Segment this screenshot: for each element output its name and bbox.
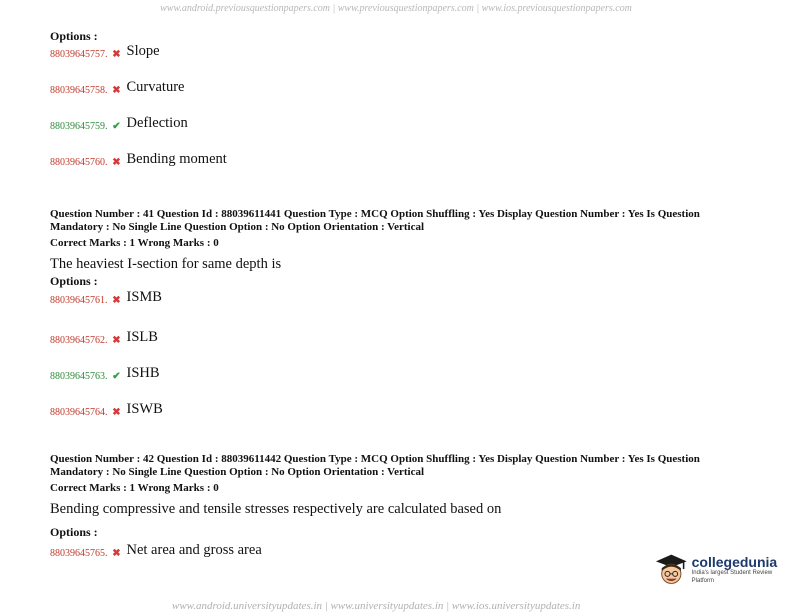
option-id: 88039645764. — [50, 407, 108, 418]
logo-tagline: India's largest Student Review Platform — [691, 570, 773, 584]
option-row — [50, 401, 163, 421]
options-label: Options : — [50, 29, 98, 43]
question-41-text: The heaviest I-section for same depth is — [50, 256, 282, 272]
option-id: 88039645763. — [50, 371, 108, 382]
question-header-line: Question Number : 42 Question Id : 88039611442 Question Type : MCQ Option Shuffling : Yes Display Question Number : Yes Is Question — [50, 453, 700, 465]
option-row — [50, 542, 262, 562]
question-41-header — [50, 208, 750, 250]
option-text: Bending moment — [126, 151, 227, 167]
options-label: Options : — [50, 525, 98, 539]
options-label: Options : — [50, 274, 98, 288]
option-text: Curvature — [126, 79, 185, 95]
option-row — [50, 365, 160, 385]
question-marks: Correct Marks : 1 Wrong Marks : 0 — [50, 482, 219, 494]
option-row — [50, 151, 227, 171]
question-header-line: Mandatory : No Single Line Question Option : No Option Orientation : Vertical — [50, 466, 425, 478]
option-row — [50, 329, 158, 349]
option-id: 88039645758. — [50, 85, 108, 96]
option-text: ISLB — [126, 329, 158, 345]
cross-icon: ✖ — [112, 85, 121, 96]
question-header-line: Question Number : 41 Question Id : 88039611441 Question Type : MCQ Option Shuffling : Yes Display Question Number : Yes Is Question — [50, 208, 700, 220]
question-42-header — [50, 453, 750, 495]
option-text: Net area and gross area — [126, 542, 262, 558]
option-id: 88039645765. — [50, 548, 108, 559]
option-row — [50, 115, 188, 135]
logo-name: collegedunia — [691, 554, 778, 570]
option-text: ISWB — [126, 401, 163, 417]
option-id: 88039645761. — [50, 295, 108, 306]
question-marks: Correct Marks : 1 Wrong Marks : 0 — [50, 237, 219, 249]
option-row — [50, 289, 162, 309]
question-header-line: Mandatory : No Single Line Question Option : No Option Orientation : Vertical — [50, 221, 425, 233]
option-text: Deflection — [126, 115, 188, 131]
watermark-top: www.android.previousquestionpapers.com | www.previousquestionpapers.com | www.ios.previousquestionpapers.com — [160, 3, 632, 14]
question-42-text: Bending compressive and tensile stresses respectively are calculated based on — [50, 501, 502, 517]
option-id: 88039645759. — [50, 121, 108, 132]
option-id: 88039645760. — [50, 157, 108, 168]
option-text: ISHB — [126, 365, 160, 381]
cross-icon: ✖ — [112, 49, 121, 60]
option-id: 88039645757. — [50, 49, 108, 60]
collegedunia-logo — [655, 552, 792, 588]
cross-icon: ✖ — [112, 548, 121, 559]
cross-icon: ✖ — [112, 407, 121, 418]
option-row — [50, 79, 185, 99]
option-id: 88039645762. — [50, 335, 108, 346]
check-icon: ✔ — [112, 371, 121, 382]
option-text: Slope — [126, 43, 160, 59]
cross-icon: ✖ — [112, 335, 121, 346]
cross-icon: ✖ — [112, 295, 121, 306]
watermark-bottom: www.android.universityupdates.in | www.universityupdates.in | www.ios.universityupdates.in — [172, 600, 581, 612]
option-row — [50, 43, 160, 63]
cross-icon: ✖ — [112, 157, 121, 168]
student-mascot-icon — [655, 552, 688, 588]
check-icon: ✔ — [112, 121, 121, 132]
option-text: ISMB — [126, 289, 162, 305]
